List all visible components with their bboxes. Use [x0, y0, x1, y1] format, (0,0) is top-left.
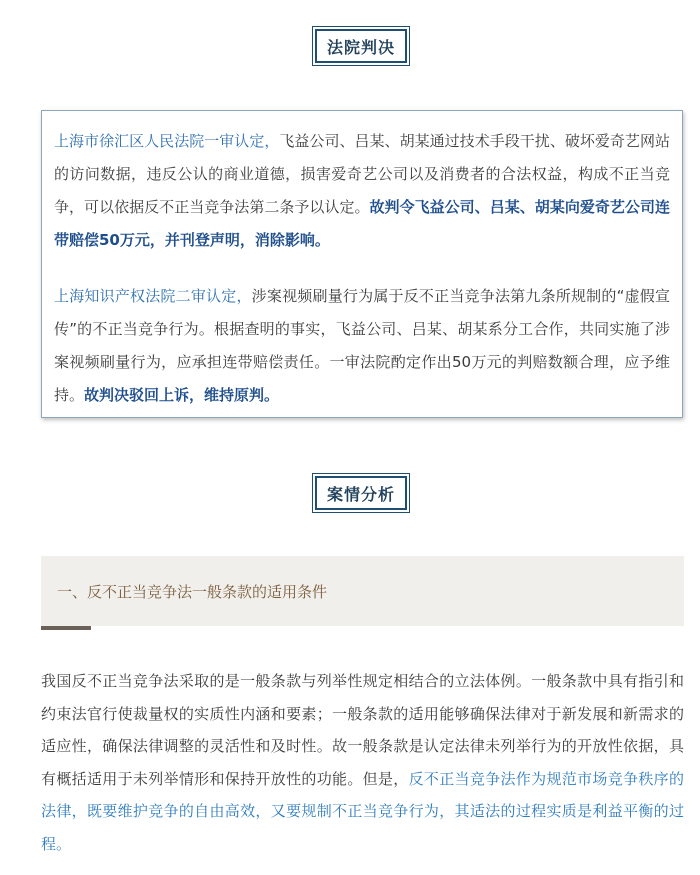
- first-instance-court: 上海市徐汇区人民法院一审认定，: [54, 132, 280, 150]
- analysis-paragraph-plain: 我国反不正当竞争法采取的是一般条款与列举性规定相结合的立法体例。一般条款中具有指引和约束法官行使裁量权的实质性内涵和要素；一般条款的适用能够确保法律对于新发展和新需求的适应性，确保法律调整的灵活性和及时性。故一般条款是认定法律未列举行为的开放性依据，具有概括适用于未列举情形和保持开放性的功能。但是，: [41, 672, 684, 788]
- section-title-analysis-label: 案情分析: [315, 476, 407, 510]
- section-title-ruling-label: 法院判决: [315, 29, 407, 63]
- analysis-paragraph-highlight: 反不正当竞争法作为规范市场竞争秩序的法律，既要维护竞争的自由高效，又要规制不正当竞争行为，其适法的过程实质是利益平衡的过程。: [41, 769, 684, 853]
- first-instance-body: 飞益公司、吕某、胡某通过技术手段干扰、破坏爱奇艺网站的访问数据，违反公认的商业道德，损害爱奇艺公司以及消费者的合法权益，构成不正当竞争，可以依据反不正当竞争法第二条予以认定。: [54, 132, 670, 216]
- subheading-accent-bar: [41, 626, 91, 630]
- second-instance-verdict: 故判决驳回上诉，维持原判。: [84, 386, 280, 404]
- second-instance-court: 上海知识产权法院二审认定，: [54, 287, 252, 305]
- analysis-paragraph: [41, 665, 684, 860]
- ruling-paragraph-second-instance: [54, 280, 670, 412]
- ruling-paragraph-first-instance: [54, 125, 670, 257]
- section-title-ruling: [312, 26, 410, 66]
- second-instance-body: 涉案视频刷量行为属于反不正当竞争法第九条所规制的“虚假宣传”的不正当竞争行为。根据查明的事实，飞益公司、吕某、胡某系分工合作，共同实施了涉案视频刷量行为，应承担连带赔偿责任。一审法院酌定作出50万元的判赔数额合理，应予维持。: [54, 287, 670, 404]
- analysis-subheading: 一、反不正当竞争法一般条款的适用条件: [41, 556, 684, 626]
- first-instance-verdict: 故判令飞益公司、吕某、胡某向爱奇艺公司连带赔偿50万元，并刊登声明，消除影响。: [54, 198, 670, 249]
- ruling-box: [41, 110, 683, 418]
- section-title-analysis: [312, 473, 410, 513]
